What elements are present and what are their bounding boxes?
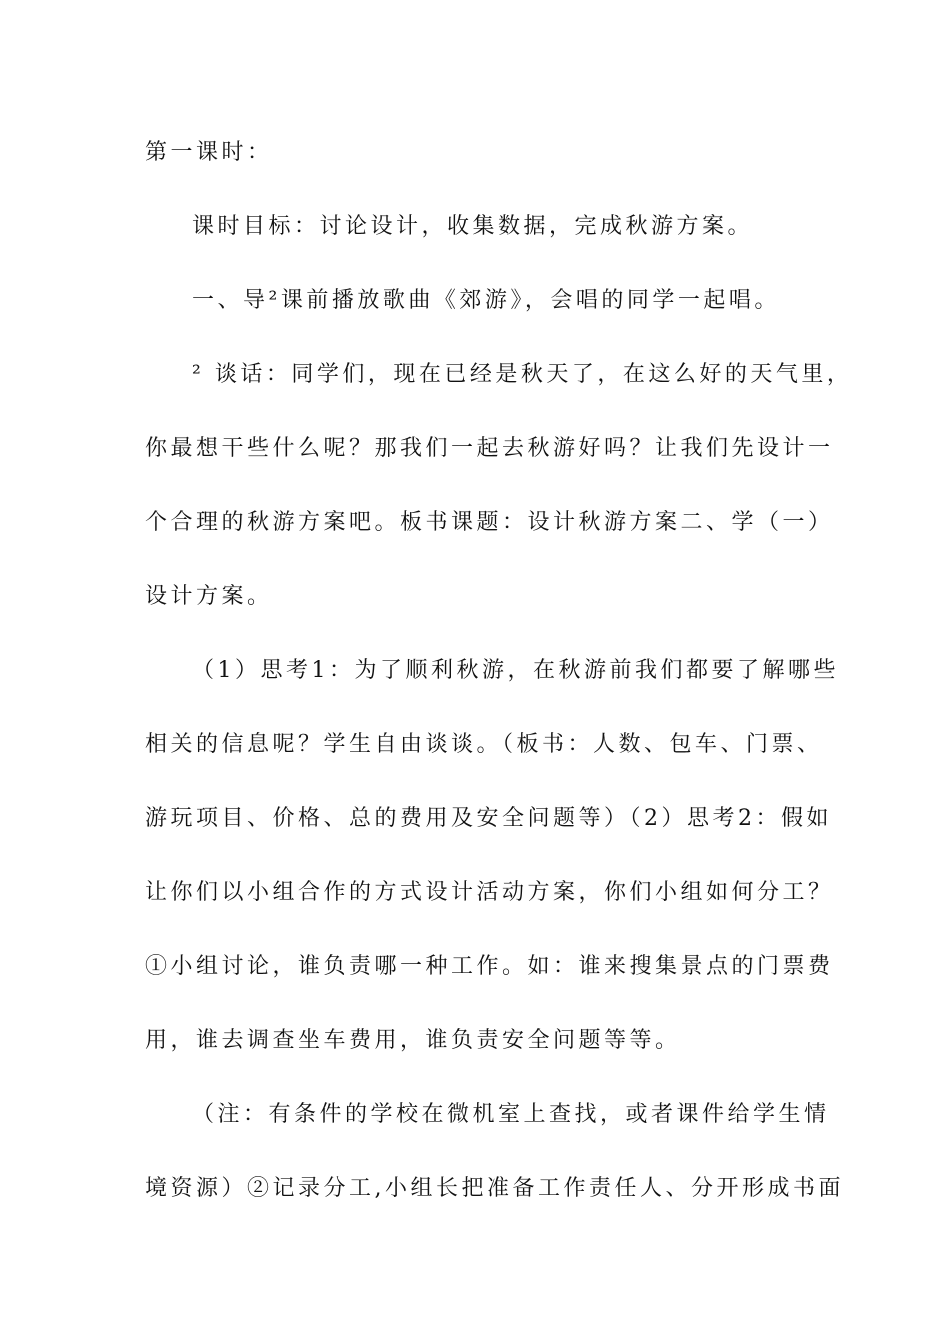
- paragraph-line: （注：有条件的学校在微机室上查找，或者课件给学生情: [192, 1102, 830, 1127]
- paragraph-line: 游玩项目、价格、总的费用及安全问题等）（2）思考2：假如: [145, 806, 832, 831]
- paragraph-line: ² 谈话：同学们，现在已经是秋天了，在这么好的天气里，: [192, 362, 853, 387]
- lesson-goal: 课时目标：讨论设计，收集数据，完成秋游方案。: [192, 214, 754, 239]
- paragraph-line: 你最想干些什么呢？那我们一起去秋游好吗？让我们先设计一: [145, 436, 834, 461]
- paragraph-line: （1）思考1：为了顺利秋游，在秋游前我们都要了解哪些: [192, 658, 839, 683]
- paragraph-line: 让你们以小组合作的方式设计活动方案，你们小组如何分工？: [145, 880, 834, 905]
- paragraph-line: 用，谁去调查坐车费用，谁负责安全问题等等。: [145, 1028, 681, 1053]
- paragraph-line: 境资源）②记录分工,小组长把准备工作责任人、分开形成书面: [145, 1176, 844, 1201]
- lesson-heading: 第一课时：: [145, 140, 273, 165]
- paragraph-line: 个合理的秋游方案吧。板书课题：设计秋游方案二、学（一）: [145, 510, 834, 535]
- paragraph-line: 一、导²课前播放歌曲《郊游》，会唱的同学一起唱。: [192, 288, 780, 313]
- paragraph-line: 设计方案。: [145, 584, 273, 609]
- paragraph-line: 相关的信息呢？学生自由谈谈。（板书：人数、包车、门票、: [145, 732, 823, 757]
- paragraph-line: ①小组讨论，谁负责哪一种工作。如：谁来搜集景点的门票费: [145, 954, 834, 979]
